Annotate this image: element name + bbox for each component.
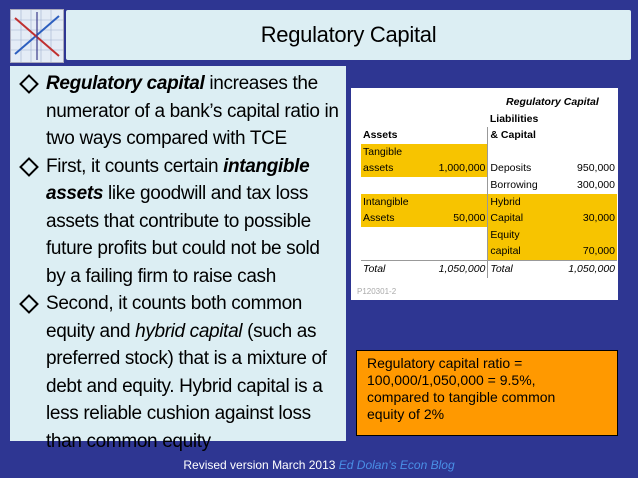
cell-tangible-label2: assets xyxy=(361,160,423,177)
diamond-bullet-icon xyxy=(19,157,39,177)
logo-image xyxy=(10,9,64,63)
cell-intangible-label: Intangible xyxy=(361,194,423,211)
table-title: Regulatory Capital xyxy=(506,96,599,108)
diamond-bullet-icon xyxy=(19,294,39,314)
table-row xyxy=(361,177,617,194)
ratio-line: compared to tangible common xyxy=(367,389,556,405)
balance-sheet-image xyxy=(351,88,618,300)
cell-tangible-value: 1,000,000 xyxy=(423,160,488,177)
cell-deposits-value: 950,000 xyxy=(577,162,615,175)
table-row xyxy=(361,210,617,227)
page-title: Regulatory Capital xyxy=(260,22,437,47)
ratio-callout-box xyxy=(356,350,618,436)
cell-tangible-label: Tangible xyxy=(361,144,423,161)
table-row xyxy=(361,243,617,260)
cell-hybrid-value: 30,000 xyxy=(553,210,617,227)
ratio-line: 100,000/1,050,000 = 9.5%, xyxy=(367,372,536,388)
bullet-item xyxy=(16,70,340,153)
table-row xyxy=(361,144,617,161)
logo-graph-icon xyxy=(11,10,63,62)
content-panel xyxy=(10,66,346,452)
cell-total-liab: 1,050,000 xyxy=(553,260,617,277)
bullet-text-segment: hybrid capital xyxy=(135,320,243,342)
table-row xyxy=(361,94,617,111)
cell-total-assets: 1,050,000 xyxy=(423,260,488,277)
title-bar xyxy=(66,10,631,60)
header-assets: Assets xyxy=(363,129,398,142)
bullet-text-segment: Second, it counts both common equity and xyxy=(46,293,302,342)
cell-hybrid-label2: Capital xyxy=(488,210,553,227)
bullet-list xyxy=(10,66,346,455)
balance-sheet-table xyxy=(361,94,617,278)
cell-equity-value: 70,000 xyxy=(553,243,617,260)
table-row xyxy=(361,260,617,277)
cell-borrowing-label: Borrowing xyxy=(488,177,553,194)
bullet-item xyxy=(16,290,340,455)
cell-equity-label2: capital xyxy=(488,243,553,260)
bullet-text-segment: increases the numerator of a bank’s capital ratio in two ways compared with TCE xyxy=(46,73,339,149)
table-row xyxy=(361,160,617,177)
bullet-item xyxy=(16,153,340,291)
blog-link[interactable]: Ed Dolan’s Econ Blog xyxy=(338,458,455,472)
bullet-text-segment: First, it counts certain xyxy=(46,155,224,177)
cell-hybrid-label: Hybrid xyxy=(488,194,553,211)
table-row xyxy=(361,111,617,128)
cell-total-label: Total xyxy=(361,260,423,277)
cell-intangible-label2: Assets xyxy=(361,210,423,227)
table-row xyxy=(361,194,617,211)
bullet-text-segment: Regulatory capital xyxy=(46,73,205,94)
cell-intangible-value: 50,000 xyxy=(423,210,488,227)
cell-total-liab-label: Total xyxy=(488,260,553,277)
cell-borrowing-value: 300,000 xyxy=(577,178,615,191)
cell-equity-label: Equity xyxy=(488,227,553,244)
table-row xyxy=(361,127,617,144)
bullet-text-segment: like goodwill and tax loss assets that contribute to possible future profits but could not be sold by a failing firm to raise cash xyxy=(46,183,320,287)
table-row xyxy=(361,227,617,244)
cell-deposits-label: Deposits xyxy=(488,160,553,177)
footer-text: Revised version March 2013 xyxy=(183,458,336,472)
ratio-line: equity of 2% xyxy=(367,406,445,422)
ratio-line: Regulatory capital ratio = xyxy=(367,355,523,371)
image-code-label: P120301-2 xyxy=(357,287,397,296)
bullet-text-segment: intangible assets xyxy=(46,155,310,204)
bullet-text-segment: (such as preferred stock) that is a mixture of debt and equity. Hybrid capital is a less reliable cushion against loss than common equity xyxy=(46,320,327,452)
header-capital: & Capital xyxy=(488,127,617,144)
diamond-bullet-icon xyxy=(19,74,39,94)
header-liabilities: Liabilities xyxy=(489,112,539,125)
footer xyxy=(0,458,638,472)
